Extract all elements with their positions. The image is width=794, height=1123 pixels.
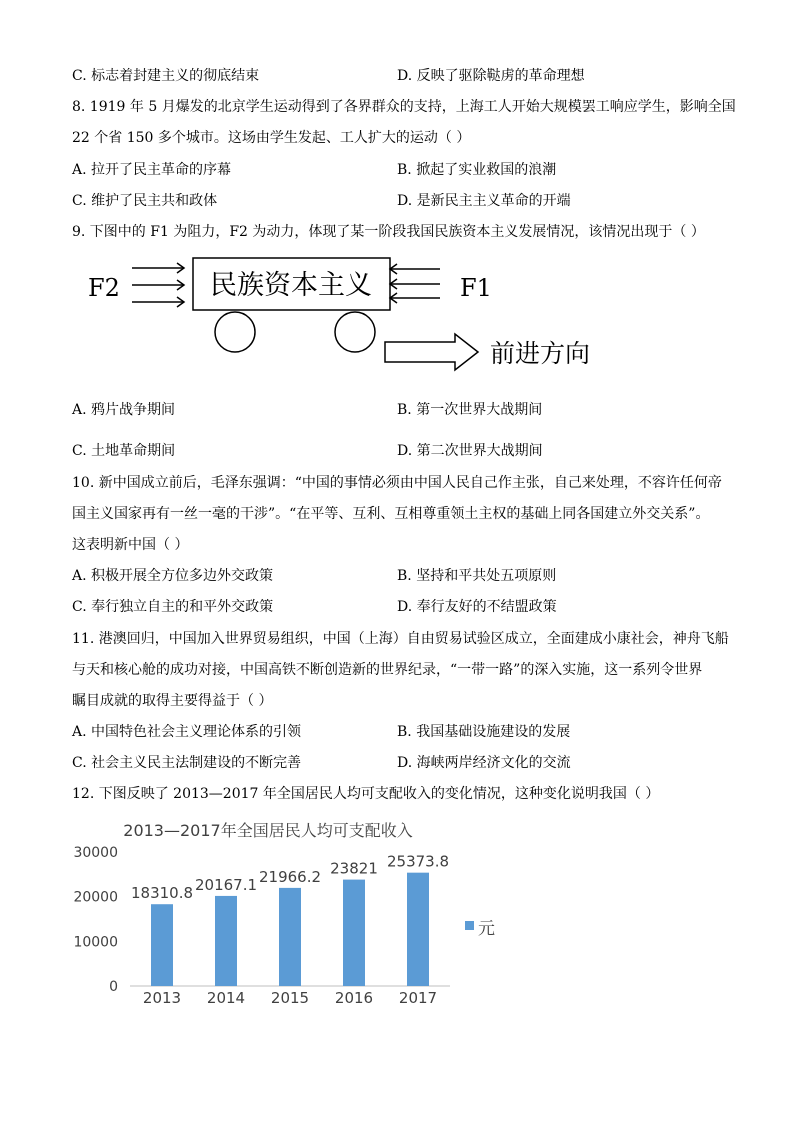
y-tick-label-0: 0 xyxy=(109,979,118,995)
bar-2017 xyxy=(407,873,429,986)
q10-option-d: D. 奉行友好的不结盟政策 xyxy=(397,599,557,615)
value-label-2014: 20167.1 xyxy=(194,875,258,894)
legend-swatch xyxy=(465,921,474,930)
question-10-line-1: 10. 新中国成立前后，毛泽东强调：“中国的事情必须由中国人民自己作主张，自己来处理，不容许任何帝 xyxy=(72,475,722,491)
line-l1-a: C. 标志着封建主义的彻底结束 xyxy=(72,68,260,84)
x-tick-label-2014: 2014 xyxy=(206,989,246,1007)
q9-option-d: D. 第二次世界大战期间 xyxy=(397,443,543,459)
q9-option-c: C. 土地革命期间 xyxy=(72,443,176,459)
q11-option-d: D. 海峡两岸经济文化的交流 xyxy=(397,755,571,771)
q10-option-b: B. 坚持和平共处五项原则 xyxy=(397,568,557,584)
q9-option-a: A. 鸦片战争期间 xyxy=(72,402,176,418)
q9-option-b: B. 第一次世界大战期间 xyxy=(397,402,543,418)
y-tick-label-2: 20000 xyxy=(73,889,118,906)
q10-option-c: C. 奉行独立自主的和平外交政策 xyxy=(72,599,274,615)
y-tick-label-3: 30000 xyxy=(73,845,118,861)
q8-option-a: A. 拉开了民主革命的序幕 xyxy=(72,162,232,178)
wheel-right xyxy=(335,312,375,352)
f2-label: F2 xyxy=(88,274,120,302)
wheel-left xyxy=(215,312,255,352)
y-tick-label-1: 10000 xyxy=(73,934,118,951)
f1-arrows xyxy=(390,264,440,303)
f2-arrows xyxy=(132,263,184,307)
x-axis xyxy=(143,989,437,1007)
question-10-line-3: 这表明新中国（ ） xyxy=(72,537,189,553)
x-tick-label-2017: 2017 xyxy=(398,989,438,1007)
q8-option-d: D. 是新民主主义革命的开端 xyxy=(397,193,571,209)
direction-label: 前进方向 xyxy=(490,339,591,368)
value-label-2015: 21966.2 xyxy=(258,867,322,886)
question-10-line-2: 国主义国家再有一丝一毫的干涉”。“在平等、互利、互相尊重领土主权的基础上同各国建立外交关系”。 xyxy=(72,506,710,522)
capitalism-force-diagram xyxy=(80,252,640,380)
x-tick-label-2015: 2015 xyxy=(270,989,310,1007)
bar-2013 xyxy=(151,904,173,986)
q8-option-b: B. 掀起了实业救国的浪潮 xyxy=(397,162,557,178)
q11-option-a: A. 中国特色社会主义理论体系的引领 xyxy=(72,724,302,740)
question-11-line-3: 瞩目成就的取得主要得益于（ ） xyxy=(72,693,273,709)
question-12: 12. 下图反映了 2013—2017 年全国居民人均可支配收入的变化情况，这种变化说明我国（ ） xyxy=(72,786,660,802)
legend-label: 元 xyxy=(478,919,495,939)
q8-option-c: C. 维护了民主共和政体 xyxy=(72,193,218,209)
question-9: 9. 下图中的 F1 为阻力，F2 为动力，体现了某一阶段我国民族资本主义发展情况，该情况出现于（ ） xyxy=(72,224,705,240)
value-label-2013: 18310.8 xyxy=(130,884,194,903)
question-11-line-2: 与天和核心舱的成功对接，中国高铁不断创造新的世界纪录，“一带一路”的深入实施，这一系列令世界 xyxy=(72,662,703,678)
x-tick-label-2016: 2016 xyxy=(334,989,374,1007)
question-11-line-1: 11. 港澳回归，中国加入世界贸易组织，中国（上海）自由贸易试验区成立，全面建成小康社会，神舟飞船 xyxy=(72,631,729,647)
question-8-line-1: 8. 1919 年 5 月爆发的北京学生运动得到了各界群众的支持，上海工人开始大规模罢工响应学生，影响全国 xyxy=(72,99,736,115)
line-l1-b: D. 反映了驱除鞑虏的革命理想 xyxy=(397,68,585,84)
bar-2014 xyxy=(215,896,237,986)
question-8-line-2: 22 个省 150 多个城市。这场由学生发起、工人扩大的运动（ ） xyxy=(72,130,471,146)
capitalism-label: 民族资本主义 xyxy=(210,270,372,301)
q11-option-c: C. 社会主义民主法制建设的不断完善 xyxy=(72,755,302,771)
q11-option-b: B. 我国基础设施建设的发展 xyxy=(397,724,571,740)
chart-title: 2013—2017年全国居民人均可支配收入 xyxy=(123,821,413,840)
income-bar-chart xyxy=(60,812,520,1012)
bar-2016 xyxy=(343,880,365,986)
f1-label: F1 xyxy=(460,274,492,302)
q10-option-a: A. 积极开展全方位多边外交政策 xyxy=(72,568,274,584)
value-label-2016: 23821 xyxy=(330,859,378,878)
x-tick-label-2013: 2013 xyxy=(142,989,182,1007)
bar-2015 xyxy=(279,888,301,986)
direction-arrow xyxy=(385,334,478,370)
value-label-2017: 25373.8 xyxy=(386,852,450,871)
